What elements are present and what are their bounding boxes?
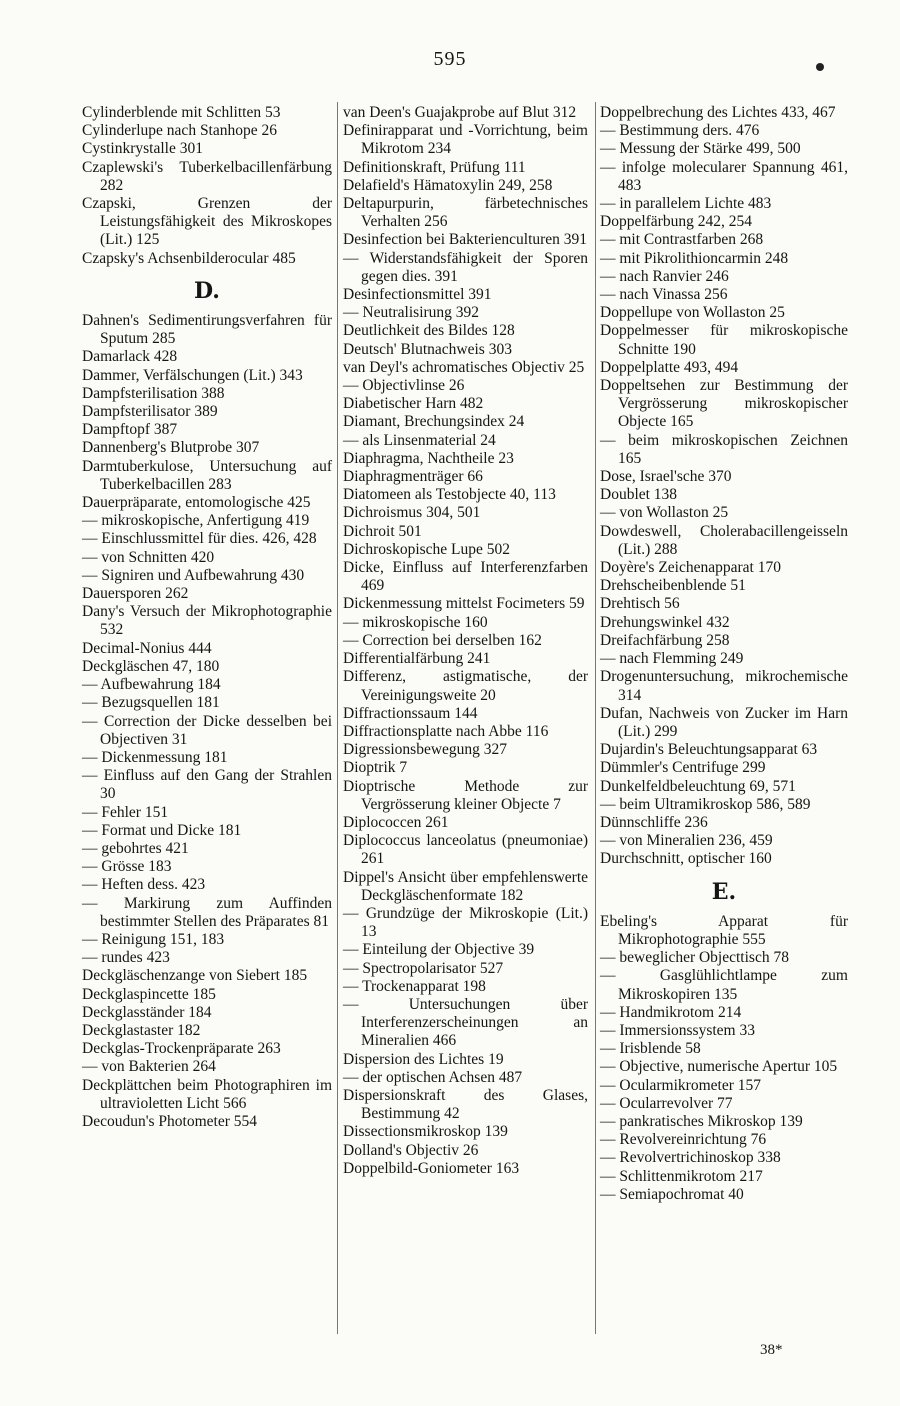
index-entry: Dujardin's Beleuchtungsapparat 63	[600, 741, 818, 759]
index-entry: Drehscheibenblende 51	[600, 577, 746, 595]
index-entry: Dioptrik 7	[343, 759, 408, 777]
index-entry: — nach Ranvier 246	[600, 267, 729, 285]
index-entry: Dany's Versuch der Mikrophotographie 532	[82, 603, 332, 639]
index-entry: Dioptrische Methode zur Vergrösserung kleiner Objecte 7	[343, 777, 588, 813]
index-entry: Dickenmessung mittelst Focimeters 59	[343, 595, 585, 613]
index-entry: Dannenberg's Blutprobe 307	[82, 439, 260, 457]
index-entry: — beim Ultramikroskop 586, 589	[600, 795, 811, 813]
index-entry: — Neutralisirung 392	[343, 304, 480, 322]
index-entry: — Correction der Dicke desselben bei Objectiven 31	[82, 712, 332, 748]
index-entry: Czaplewski's Tuberkelbacillenfärbung 282	[82, 158, 332, 194]
index-entry: Doppelplatte 493, 494	[600, 358, 739, 376]
index-entry: — Signiren und Aufbewahrung 430	[82, 566, 305, 584]
index-entry: — Irisblende 58	[600, 1040, 701, 1058]
index-entry: Deckgläschenzange von Siebert 185	[82, 967, 308, 985]
index-entry: — Einteilung der Objective 39	[343, 941, 535, 959]
index-entry: — Widerstandsfähigkeit der Sporen gegen dies. 391	[343, 249, 588, 285]
index-entry: Dichroismus 304, 501	[343, 504, 481, 522]
index-entry: — von Mineralien 236, 459	[600, 832, 773, 850]
index-entry: Dünnschliffe 236	[600, 813, 708, 831]
index-entry: — Fehler 151	[82, 803, 169, 821]
index-entry: Drehungswinkel 432	[600, 613, 730, 631]
index-entry: Desinfectionsmittel 391	[343, 286, 492, 304]
index-entry: Delafield's Hämatoxylin 249, 258	[343, 176, 553, 194]
index-entry: — Schlittenmikrotom 217	[600, 1167, 763, 1185]
index-entry: Doyère's Zeichenapparat 170	[600, 559, 781, 577]
index-entry: — Ocularrevolver 77	[600, 1094, 733, 1112]
index-entry: — Dickenmessung 181	[82, 748, 228, 766]
index-entry: Doppellupe von Wollaston 25	[600, 304, 785, 322]
index-entry: Deckgläschen 47, 180	[82, 657, 220, 675]
section-letter: D.	[194, 277, 220, 304]
index-entry: — Spectropolarisator 527	[343, 959, 504, 977]
index-entry: Dauersporen 262	[82, 585, 189, 603]
page-number: 595	[433, 48, 467, 70]
index-entry: — Gasglühlichtlampe zum Mikroskopiren 135	[600, 967, 848, 1003]
index-entry: Diamant, Brechungsindex 24	[343, 413, 525, 431]
index-entry: — Handmikrotom 214	[600, 1003, 742, 1021]
index-entry: — Heften dess. 423	[82, 876, 206, 894]
index-entry: Dichroskopische Lupe 502	[343, 540, 511, 558]
index-entry: — Grundzüge der Mikroskopie (Lit.) 13	[343, 904, 588, 941]
index-entry: Dammer, Verfälschungen (Lit.) 343	[82, 366, 303, 384]
index-entry: Diatomeen als Testobjecte 40, 113	[343, 486, 556, 504]
index-entry: Deutsch' Blutnachweis 303	[343, 340, 512, 358]
index-entry: — Correction bei derselben 162	[343, 631, 542, 649]
index-column-2	[343, 104, 588, 1178]
index-entry: Dahnen's Sedimentirungsverfahren für Sputum 285	[82, 312, 332, 348]
index-entry: Deckglas-Trockenpräparate 263	[82, 1040, 281, 1058]
index-entry: Dissectionsmikroskop 139	[343, 1123, 508, 1141]
index-entry: — nach Flemming 249	[600, 650, 744, 668]
signature-mark: 38*	[760, 1342, 783, 1358]
index-entry: Differenz, astigmatische, der Vereinigungsweite 20	[343, 668, 588, 704]
index-entry: Diffractionssaum 144	[343, 704, 478, 722]
index-entry: Diplococcen 261	[343, 813, 449, 831]
index-column-1	[82, 104, 332, 1131]
index-entry: Doppelmesser für mikroskopische Schnitte 190	[600, 322, 848, 358]
index-entry: — Grösse 183	[82, 858, 172, 876]
index-entry: Decimal-Nonius 444	[82, 639, 212, 657]
index-entry: Dunkelfeldbeleuchtung 69, 571	[600, 777, 796, 795]
index-entry: — Revolvereinrichtung 76	[600, 1131, 767, 1149]
index-entry: Dolland's Objectiv 26	[343, 1141, 479, 1159]
index-entry: — Immersionssystem 33	[600, 1021, 755, 1039]
index-entry: Dicke, Einfluss auf Interferenzfarben 469	[343, 559, 588, 595]
index-entry: Diaphragma, Nachtheile 23	[343, 449, 514, 467]
index-entry: — Untersuchungen über Interferenzerscheinungen an Mineralien 466	[343, 995, 588, 1050]
index-entry: Doppelfärbung 242, 254	[600, 213, 752, 231]
index-entry: Drehtisch 56	[600, 595, 680, 613]
index-entry: Drogenuntersuchung, mikrochemische 314	[600, 668, 848, 704]
index-entry: Decoudun's Photometer 554	[82, 1112, 257, 1130]
index-entry: Darmtuberkulose, Untersuchung auf Tuberkelbacillen 283	[82, 457, 332, 493]
index-entry: Diffractionsplatte nach Abbe 116	[343, 722, 549, 740]
index-entry: — Messung der Stärke 499, 500	[600, 140, 801, 158]
index-entry: Diplococcus lanceolatus (pneumoniae) 261	[343, 832, 588, 868]
index-entry: Deltapurpurin, färbetechnisches Verhalten 256	[343, 195, 588, 231]
index-entry: — von Schnitten 420	[82, 548, 215, 566]
index-entry: Ebeling's Apparat für Mikrophotographie 555	[600, 912, 848, 948]
index-entry: Deutlichkeit des Bildes 128	[343, 322, 515, 340]
index-entry: — Bezugsquellen 181	[82, 694, 220, 712]
index-entry: Differentialfärbung 241	[343, 650, 491, 668]
index-entry: Definirapparat und -Vorrichtung, beim Mikrotom 234	[343, 122, 588, 158]
section-letter: E.	[711, 878, 737, 905]
column-rule	[337, 102, 338, 1334]
index-entry: Diabetischer Harn 482	[343, 395, 484, 413]
index-entry: Cystinkrystalle 301	[82, 140, 203, 158]
index-entry: — von Bakterien 264	[82, 1058, 216, 1076]
index-entry: — beim mikroskopischen Zeichnen 165	[600, 431, 848, 467]
index-entry: Czapsky's Achsenbilderocular 485	[82, 249, 296, 267]
index-entry: — pankratisches Mikroskop 139	[600, 1112, 803, 1130]
index-entry: — nach Vinassa 256	[600, 286, 728, 304]
index-entry: Doppeltsehen zur Bestimmung der Vergrösserung mikroskopischer Objecte 165	[600, 377, 848, 431]
index-entry: — Revolvertrichinoskop 338	[600, 1149, 781, 1167]
index-entry: — als Linsenmaterial 24	[343, 431, 496, 449]
index-entry: — Bestimmung ders. 476	[600, 122, 760, 140]
index-entry: — Semiapochromat 40	[600, 1185, 744, 1203]
index-entry: Dampfsterilisation 388	[82, 384, 225, 402]
index-entry: Cylinderlupe nach Stanhope 26	[82, 122, 277, 140]
index-entry: Dowdeswell, Cholerabacillengeisseln (Lit.) 288	[600, 522, 848, 558]
index-entry: Dippel's Ansicht über empfehlenswerte Deckgläschenformate 182	[343, 868, 588, 904]
index-entry: — von Wollaston 25	[600, 504, 729, 522]
index-entry: Cylinderblende mit Schlitten 53	[82, 104, 281, 121]
index-entry: — Ocularmikrometer 157	[600, 1076, 761, 1094]
index-entry: Desinfection bei Bakterienculturen 391	[343, 231, 588, 249]
index-entry: Deckglastaster 182	[82, 1021, 201, 1039]
index-entry: Dose, Israel'sche 370	[600, 468, 732, 486]
index-entry: Definitionskraft, Prüfung 111	[343, 158, 526, 176]
index-entry: — Reinigung 151, 183	[82, 930, 225, 948]
index-entry: — Einfluss auf den Gang der Strahlen 30	[82, 767, 332, 803]
index-entry: — Objective, numerische Apertur 105	[600, 1058, 838, 1076]
index-entry: — Aufbewahrung 184	[82, 676, 221, 694]
index-entry: — mit Pikrolithioncarmin 248	[600, 249, 789, 267]
index-entry: Digressionsbewegung 327	[343, 741, 508, 759]
index-entry: Dümmler's Centrifuge 299	[600, 759, 766, 777]
index-entry: Deckplättchen beim Photographiren im ultravioletten Licht 566	[82, 1076, 332, 1112]
index-entry: Dreifachfärbung 258	[600, 631, 730, 649]
index-entry: — Trockenapparat 198	[343, 977, 486, 995]
column-rule	[595, 102, 596, 1334]
index-entry: van Deyl's achromatisches Objectiv 25	[343, 358, 585, 376]
index-entry: — mikroskopische, Anfertigung 419	[82, 512, 310, 530]
index-entry: Dichroit 501	[343, 522, 422, 540]
index-entry: — Format und Dicke 181	[82, 821, 242, 839]
index-entry: — mit Contrastfarben 268	[600, 231, 764, 249]
index-entry: Dauerpräparate, entomologische 425	[82, 494, 311, 512]
index-entry: Deckglasständer 184	[82, 1003, 212, 1021]
index-entry: — mikroskopische 160	[343, 613, 488, 631]
index-entry: — rundes 423	[82, 949, 170, 967]
index-entry: Dufan, Nachweis von Zucker im Harn (Lit.) 299	[600, 704, 848, 740]
index-entry: — der optischen Achsen 487	[343, 1068, 523, 1086]
index-entry: Czapski, Grenzen der Leistungsfähigkeit des Mikroskopes (Lit.) 125	[82, 195, 332, 249]
index-column-3	[600, 104, 848, 1204]
index-entry: — gebohrtes 421	[82, 839, 189, 857]
index-entry: — Einschlussmittel für dies. 426, 428	[82, 530, 317, 548]
index-entry: — beweglicher Objecttisch 78	[600, 949, 789, 967]
ink-dot	[816, 63, 824, 71]
index-entry: Dampfsterilisator 389	[82, 403, 218, 421]
index-entry: Durchschnitt, optischer 160	[600, 850, 772, 868]
index-entry: Dispersion des Lichtes 19	[343, 1050, 504, 1068]
index-entry: van Deen's Guajakprobe auf Blut 312	[343, 104, 577, 121]
index-entry: Diaphragmenträger 66	[343, 468, 483, 486]
index-entry: Doublet 138	[600, 486, 678, 504]
index-entry: — Objectivlinse 26	[343, 377, 465, 395]
index-entry: — Markirung zum Auffinden bestimmter Stellen des Präparates 81	[82, 894, 332, 930]
index-entry: Damarlack 428	[82, 348, 178, 366]
index-entry: Dampftopf 387	[82, 421, 178, 439]
index-entry: Doppelbild-Goniometer 163	[343, 1159, 520, 1177]
index-entry: — in parallelem Lichte 483	[600, 195, 772, 213]
index-entry: — infolge molecularer Spannung 461, 483	[600, 158, 848, 194]
index-entry: Doppelbrechung des Lichtes 433, 467	[600, 104, 836, 121]
index-entry: Dispersionskraft des Glases, Bestimmung 42	[343, 1086, 588, 1123]
index-entry: Deckglaspincette 185	[82, 985, 216, 1003]
